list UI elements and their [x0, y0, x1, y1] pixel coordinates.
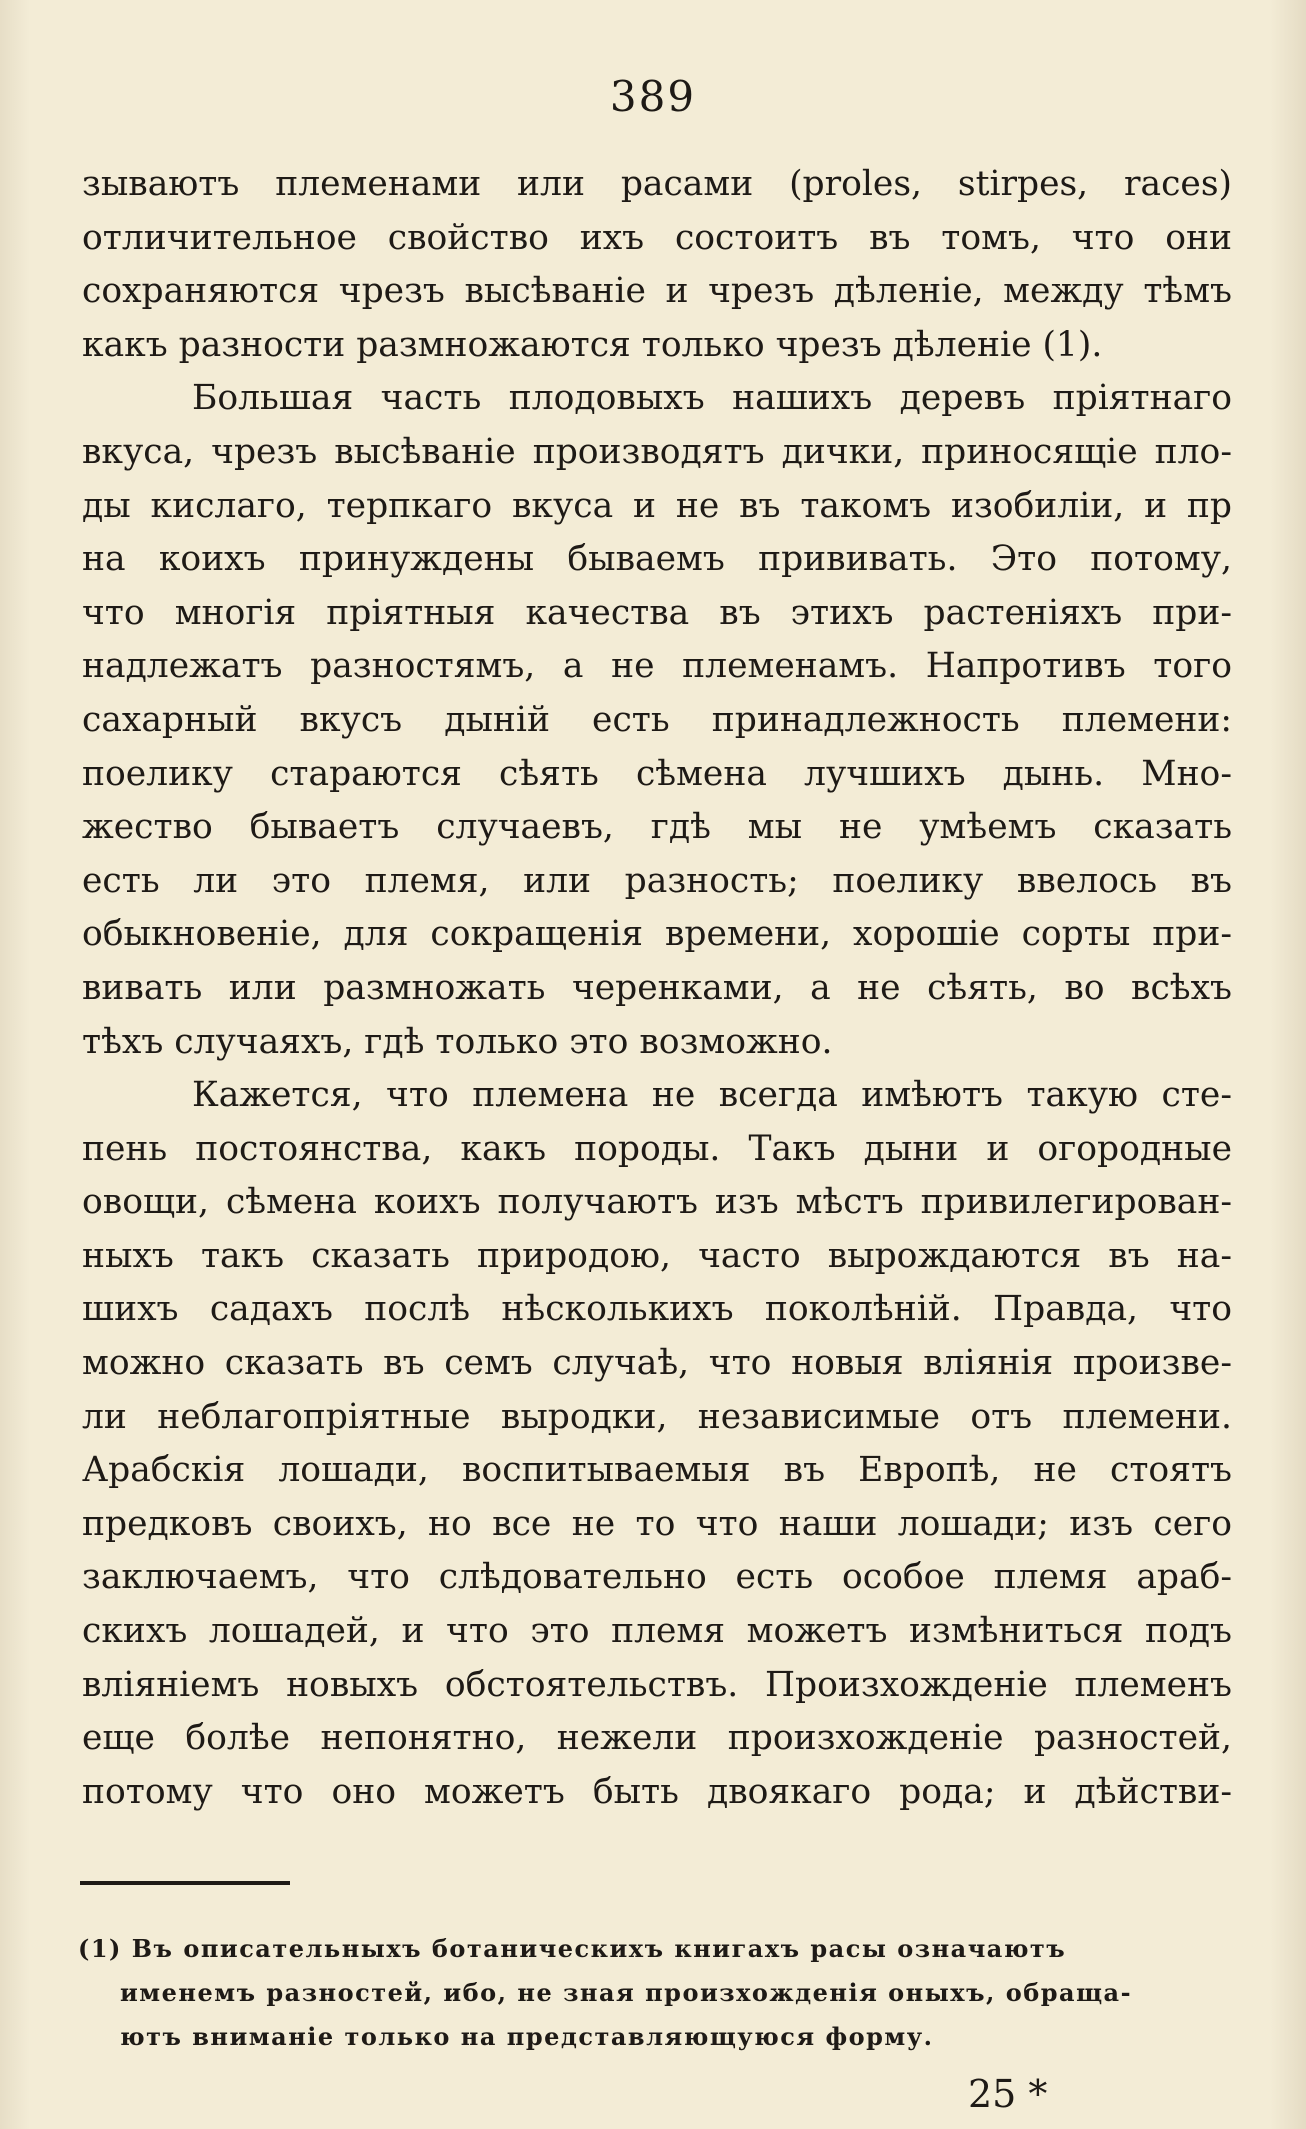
text-line: шихъ садахъ послѣ нѣсколькихъ поколѣнiй. Правда, что [82, 1289, 1232, 1330]
text-line: ли неблагопрiятные выродки, независимые отъ племени. [82, 1396, 1232, 1437]
text-line: сахарный вкусъ дынiй есть принадлежность племени: [82, 699, 1232, 740]
page-number: 389 [609, 72, 697, 121]
text-line: есть ли это племя, или разность; поелику ввелось въ [82, 860, 1232, 901]
text-line: Большая часть плодовыхъ нашихъ деревъ прiятнаго [192, 378, 1232, 419]
text-line: вивать или размножать черенками, а не сѣять, во всѣхъ [82, 967, 1232, 1008]
footnote-line: (1) Въ описательныхъ ботаническихъ книгахъ расы означаютъ [78, 1934, 1067, 1963]
paragraph-3 [82, 1069, 1232, 1819]
main-text [82, 158, 1232, 1819]
text-line: что многiя прiятныя качества въ этихъ растенiяхъ при- [82, 592, 1232, 633]
text-line: на коихъ принуждены бываемъ прививать. Это потому, [82, 539, 1232, 580]
text-line: надлежатъ разностямъ, а не племенамъ. Напротивъ того [82, 646, 1232, 687]
text-line: Арабскiя лошади, воспитываемыя въ Европѣ, не стоятъ [82, 1450, 1232, 1491]
text-line: ныхъ такъ сказать природою, часто вырождаются въ на- [82, 1235, 1232, 1276]
text-line: овощи, сѣмена коихъ получаютъ изъ мѣстъ привилегирован- [82, 1182, 1232, 1223]
text-line: обыкновенiе, для сокращенiя времени, хорошiе сорты при- [82, 914, 1232, 955]
text-line: какъ разности размножаются только чрезъ дѣленiе (1). [82, 324, 1103, 365]
footnote-divider [80, 1881, 290, 1885]
text-line: ды кислаго, терпкаго вкуса и не въ такомъ изобилiи, и пр [82, 485, 1232, 526]
paragraph-1 [82, 158, 1232, 372]
text-line: скихъ лошадей, и что это племя можетъ измѣниться подъ [82, 1611, 1232, 1652]
text-line: предковъ своихъ, но все не то что наши лошади; изъ сего [82, 1503, 1232, 1544]
signature-mark: 25 * [968, 2072, 1048, 2116]
text-line: можно сказать въ семъ случаѣ, что новыя влiянiя произве- [82, 1343, 1232, 1384]
text-line: тѣхъ случаяхъ, гдѣ только это возможно. [82, 1021, 833, 1062]
paragraph-2 [82, 372, 1232, 1069]
text-line: потому что оно можетъ быть двоякаго рода; и дѣйстви- [82, 1771, 1232, 1812]
text-line: влiянiемъ новыхъ обстоятельствъ. Произхожденiе племенъ [82, 1664, 1232, 1705]
text-line: еще болѣе непонятно, нежели произхожденiе разностей, [82, 1718, 1232, 1759]
text-line: отличительное свойство ихъ состоитъ въ томъ, что они [82, 217, 1232, 258]
text-line: сохраняются чрезъ высѣванiе и чрезъ дѣленiе, между тѣмъ [82, 271, 1232, 312]
text-line: вкуса, чрезъ высѣванiе производятъ дички, приносящiе пло- [82, 431, 1232, 472]
text-line: поелику стараются сѣять сѣмена лучшихъ дынь. Мно- [82, 753, 1232, 794]
footnote [78, 1927, 1228, 2059]
text-line: пень постоянства, какъ породы. Такъ дыни и огородные [82, 1128, 1232, 1169]
footnote-line: ютъ вниманiе только на представляющуюся форму. [120, 2022, 934, 2051]
text-line: жество бываетъ случаевъ, гдѣ мы не умѣемъ сказать [82, 807, 1232, 848]
text-line: заключаемъ, что слѣдовательно есть особое племя араб- [82, 1557, 1232, 1598]
footnote-line: именемъ разностей, ибо, не зная произхожденiя оныхъ, обраща- [120, 1978, 1133, 2007]
text-line: зываютъ племенами или расами (proles, stirpes, races) [82, 164, 1232, 204]
text-line: Кажется, что племена не всегда имѣютъ такую сте- [192, 1075, 1232, 1116]
